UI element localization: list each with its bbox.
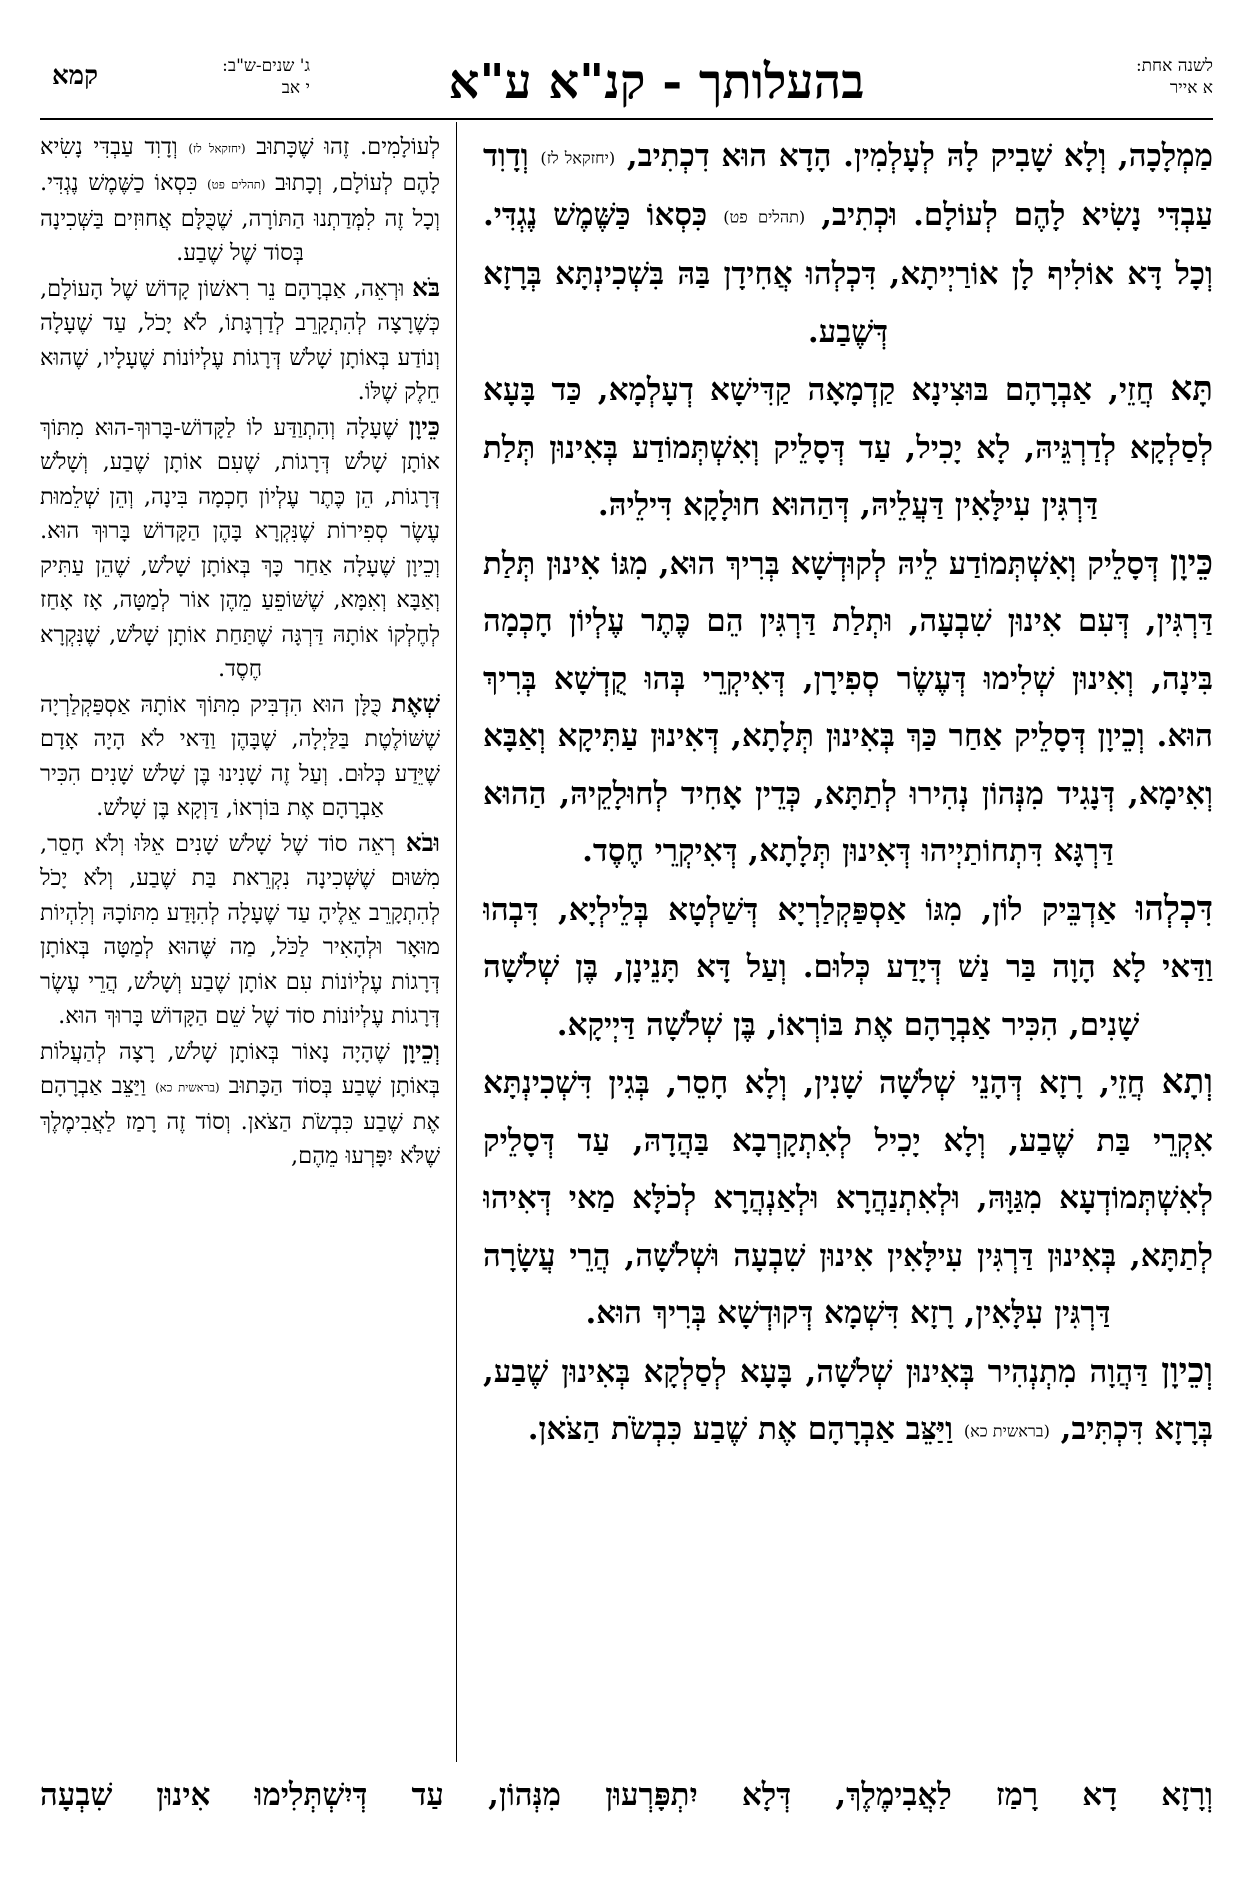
- header-rule: [40, 118, 1213, 120]
- column-divider: [456, 122, 457, 1762]
- text-run: כֻּלָּן הוּא הִדְבִּיק מִתּוֹךְ אוֹתָהּ אַסְפַּקְלַרְיָה שֶׁשּׁוֹלֶטֶת בַּלַּיְלָה, שֶׁבָּהֶן וַדַּאי לֹא הָיָה אָדָם שֶׁיֵּדַע כְּלוּם. וְעַל זֶה שָׁנִינוּ בֶּן שָׁלֹשׁ שָׁנִים הִכִּיר אַבְרָהָם אֶת בּוֹרְאוֹ, דַּוְקָא בֶּן שָׁלֹשׁ.: [40, 691, 440, 821]
- header-left: [40, 55, 310, 111]
- paragraph-opener: וְתָא: [1161, 1062, 1213, 1103]
- schedule-three-years-label: ג' שנים-ש"ב:: [222, 56, 310, 76]
- text-run: וַיַּצֵּב אַבְרָהָם אֶת שֶׁבַע כִּבְשֹׂת הַצֹּאן. וְסוֹד זֶה רָמַז לַאֲבִימֶלֶךְ שֶׁלֹּא יִפָּרְעוּ מֵהֶם,: [40, 1073, 440, 1170]
- paragraph-opener: שְׁאֶת: [391, 688, 440, 718]
- text-run: חֲזֵי, רָזָא דְּהָנֵי שְׁלֹשָׁה שָׁנִין, וְלָא חָסֵר, בְּגִין דִּשְׁכִינְתָּא אִקְרֵי בַּת שֶׁבַע, וְלָא יָכִיל לְאִתְקָרְבָא בַּהֲדָהּ, עַד דְּסָלֵיק לְאִשְׁתְּמוֹדְעָא מִגַּוָּהּ, וּלְאִתְנַהֲרָא וּלְאַנְהֲרָא לְכֹלָּא מַאי דְּאִיהוּ לְתַתָּא, בְּאִינוּן דַּרְגִּין עִילָּאִין אִינוּן שִׁבְעָה וּשְׁלֹשָׁה, הֲרֵי עֲשָׂרָה דַּרְגִּין עִלָּאִין, רָזָא דִּשְׁמָא דְּקוּדְשָׁא בְּרִיךְ הוּא.: [483, 1065, 1213, 1332]
- text-run: אַדְבֵּיק לוֹן, מִגּוֹ אַסְפַּקְלַרְיָא דְּשַׁלְטָא בְּלֵילְיָא, דִּבְהוּ וַדַּאי לָא הָוָה בַּר נַשׁ דְּיָדַע כְּלוּם. וְעַל דָּא תָּנֵינָן, בֶּן שְׁלֹשָׁה שָׁנִים, הִכִּיר אַבְרָהָם אֶת בּוֹרְאוֹ, בֶּן שְׁלֹשָׁה דַּיְיקָא.: [483, 891, 1213, 1043]
- paragraph-opener: כֵּיוָן: [408, 411, 440, 441]
- text-run: מַמְלָכָה, וְלָא שָׁבִיק לָהּ לְעָלְמִין. הָדָא הוּא דִכְתִיב,: [615, 138, 1213, 174]
- continuation-line: וְרָזָא דָא רָמַז לַאֲבִימֶלֶךְ, דְּלָא יִתְפָּרְעוּן מִנְּהוֹן, עַד דְּיִשְׁתְּלִימוּ אִינוּן שִׁבְעָה: [40, 1777, 1213, 1813]
- paragraph-opener: וְכֵיוָן: [402, 1035, 440, 1065]
- text-run: לְעוֹלָמִים. זֶהוּ שֶׁכָּתוּב: [245, 134, 440, 160]
- schedule-one-year: [1013, 55, 1213, 99]
- main-column-aramaic: [483, 128, 1213, 1758]
- schedule-one-year-date: א אייר: [1169, 78, 1213, 98]
- text-run: שֶׁעָלָה וְהִתְוַדַּע לוֹ לַקָּדוֹשׁ-בָּרוּךְ-הוּא מִתּוֹךְ אוֹתָן שָׁלֹשׁ דְּרָגוֹת, שֶׁעִם אוֹתָן שֶׁבַע, וְשָׁלֹשׁ דְּרָגוֹת, הֵן כֶּתֶר עֶלְיוֹן חָכְמָה בִּינָה, וְהֵן שְׁלֵמוּת עֶשֶׂר סְפִירוֹת שֶׁנִּקְרָא בָּהֶן הַקָּדוֹשׁ בָּרוּךְ הוּא. וְכֵיוָן שֶׁעָלָה אַחַר כָּךְ בְּאוֹתָן שָׁלֹשׁ, שֶׁהֵן עַתִּיק וְאַבָּא וְאִמָּא, שֶׁשּׁוֹפֵעַ מֵהֶן אוֹר לְמַטָּה, אָז אָחַז לְחֶלְקוֹ אוֹתָהּ דַּרְגָּה שֶׁתַּחַת אוֹתָן שָׁלֹשׁ, שֶׁנִּקְרָא חֶסֶד.: [40, 414, 440, 682]
- text-run: דְּסָלֵיק וְאִשְׁתְּמוֹדַע לֵיהּ לְקוּדְשָׁא בְּרִיךְ הוּא, מִגּוֹ אִינוּן תְּלַת דַּרְגִּין, דְּעִם אִינוּן שִׁבְעָה, וּתְלַת דַּרְגִּין הֵם כֶּתֶר עֶלְיוֹן חָכְמָה בִּינָה, וְאִינוּן שְׁלִימוּ דְּעֶשֶׂר סְפִירָן, דְּאִיקְרֵי בְּהוּ קֻדְשָׁא בְּרִיךְ הוּא. וְכֵיוָן דְּסָלֵיק אַחַר כַּךְ בְּאִינוּן תְּלָתָא, דְּאִינוּן עַתִּיקָא וְאַבָּא וְאִימָא, דְּנָגִיד מִנְּהוֹן נְהִירוּ לְתַתָּא, כְּדֵין אָחִיד לְחוּלָקֵיהּ, הַהוּא דַּרְגָּא דִּתְחוֹתַיְיהוּ דְּאִינוּן תְּלָתָא, דְּאִיקְרֵי חֶסֶד.: [483, 545, 1213, 870]
- side-paragraph: [40, 271, 440, 410]
- text-run: שֶׁהָיָה נָאוֹר בְּאוֹתָן שָׁלֹשׁ, רָצָה לְהַעֲלוֹת בְּאוֹתָן שֶׁבַע בְּסוֹד הַכָּתוּב: [40, 1038, 440, 1099]
- paragraph-opener: וְכֵיוָן: [1161, 1350, 1213, 1391]
- source-reference: (תהלים פט): [207, 177, 266, 191]
- page-header: [40, 55, 1213, 115]
- text-run: רְאֵה סוֹד שֶׁל שָׁלֹשׁ שָׁנִים אֵלּוּ וְלֹא חָסֵר, מִשּׁוּם שֶׁשְּׁכִינָה נִקְרֵאת בַּת שֶׁבַע, וְלֹא יָכֹל לְהִתְקָרֵב אֵלֶיהָ עַד שֶׁעָלָה לְהִוָּדַע מִתּוֹכָהּ וְלִהְיוֹת מוּאָר וּלְהָאִיר לַכֹּל, מַה שֶּׁהוּא לְמַטָּה בְּאוֹתָן דְּרָגוֹת עֶלְיוֹנוֹת עִם אוֹתָן שֶׁבַע וְשָׁלֹשׁ, הֲרֵי עֶשֶׂר דְּרָגוֹת עֶלְיוֹנוֹת סוֹד שֶׁל שֵׁם הַקָּדוֹשׁ בָּרוּךְ הוּא.: [40, 830, 440, 1029]
- source-reference: (תהלים פט): [723, 207, 806, 227]
- main-paragraph: [483, 128, 1213, 361]
- main-paragraph: [483, 361, 1213, 535]
- text-run: כִּסְאוֹ כַשֶּׁמֶשׁ נֶגְדִּי. וְכָל זֶה לִמְּדַתְנוּ הַתּוֹרָה, שֶׁכֻּלָּם אֲחוּזִים בַּשְּׁכִינָה בְּסוֹד שֶׁל שֶׁבַע.: [40, 169, 440, 266]
- source-reference: (בראשית כא): [155, 1080, 220, 1095]
- side-paragraph: [40, 1034, 440, 1174]
- source-reference: (בראשית כא): [963, 1421, 1050, 1441]
- text-run: חֲזֵי, אַבְרָהָם בּוּצִינָא קַדְמָאָה קַדִּישָׁא דְעָלְמָא, כַּד בָּעָא לְסַלְקָא לְדַרְגֵּיהּ, לָא יָכִיל, עַד דְּסָלֵיק וְאִשְׁתְּמוֹדַע בְּאִינוּן תְּלַת דַּרְגִּין עִילָּאִין דַּעֲלֵיהּ, דְּהַהוּא חוּלָקָא דִּילֵיהּ.: [483, 372, 1213, 524]
- source-reference: (יחזקאל לז): [188, 141, 246, 156]
- side-paragraph: [40, 410, 440, 687]
- schedule-three-years: [120, 55, 310, 99]
- paragraph-opener: וּבֹא: [405, 827, 440, 857]
- text-run: וּרְאֵה, אַבְרָהָם נֵר רִאשׁוֹן קָדוֹשׁ שֶׁל הָעוֹלָם, כְּשֶׁרָצָה לְהִתְקָרֵב לְדַרְגָּתוֹ, לֹא יָכֹל, עַד שֶׁעָלָה וְנוֹדַע בְּאוֹתָן שָׁלֹשׁ דְּרָגוֹת עֶלְיוֹנוֹת שֶׁעָלָיו, שֶׁהוּא חֵלֶק שֶׁלּוֹ.: [40, 275, 440, 405]
- main-paragraph: [483, 1343, 1213, 1461]
- side-paragraph: [40, 130, 440, 271]
- text-run: וְדָוִד עַבְדִּי נָשִׂיא לָהֶם לְעוֹלָם. וּכְתִיב,: [483, 138, 1213, 234]
- main-paragraph: [483, 535, 1213, 881]
- page-title: בהעלותך - קנ"א ע"א: [448, 54, 865, 110]
- text-run: וַיַּצֵּב אַבְרָהָם אֶת שֶׁבַע כִּבְשֹׂת הַצֹּאן.: [527, 1411, 964, 1448]
- text-run: כִּסְאוֹ כַּשֶּׁמֶשׁ נֶגְדִּי. וְכָל דָּא אוֹלִיף לָן אוֹרַיְיתָא, דִּכְלְהוּ אֲחִידָן בַּהּ בִּשְׁכִינְתָּא בְּרָזָא דְּשֶׁבַע.: [483, 197, 1213, 350]
- paragraph-opener: כֵּיוָן: [1170, 542, 1213, 583]
- text-run: וְדָוִד עַבְדִּי נָשִׂיא לָהֶם לְעוֹלָם, וְכָתוּב: [40, 134, 440, 196]
- side-paragraph: [40, 826, 440, 1034]
- text-run: דַּהֲוָה מִתְנְהִיר בְּאִינוּן שְׁלֹשָׁה, בָּעָא לְסַלְקָא בְּאִינוּן שֶׁבַע, בְּרָזָא דִּכְתִּיב,: [483, 1353, 1213, 1448]
- main-paragraph: [483, 881, 1213, 1055]
- schedule-three-years-date: י אב: [281, 78, 310, 98]
- source-reference: (יחזקאל לז): [540, 148, 616, 168]
- paragraph-opener: בֹּא: [412, 272, 440, 302]
- schedule-one-year-label: לשנה אחת:: [1135, 56, 1213, 76]
- side-paragraph: [40, 687, 440, 826]
- paragraph-opener: דִּכְלְהוּ: [1135, 888, 1213, 929]
- main-paragraph: [483, 1054, 1213, 1343]
- paragraph-opener: תָּא: [1170, 369, 1213, 410]
- page-number: קמא: [51, 61, 99, 91]
- side-column-hebrew-translation: [40, 130, 440, 1760]
